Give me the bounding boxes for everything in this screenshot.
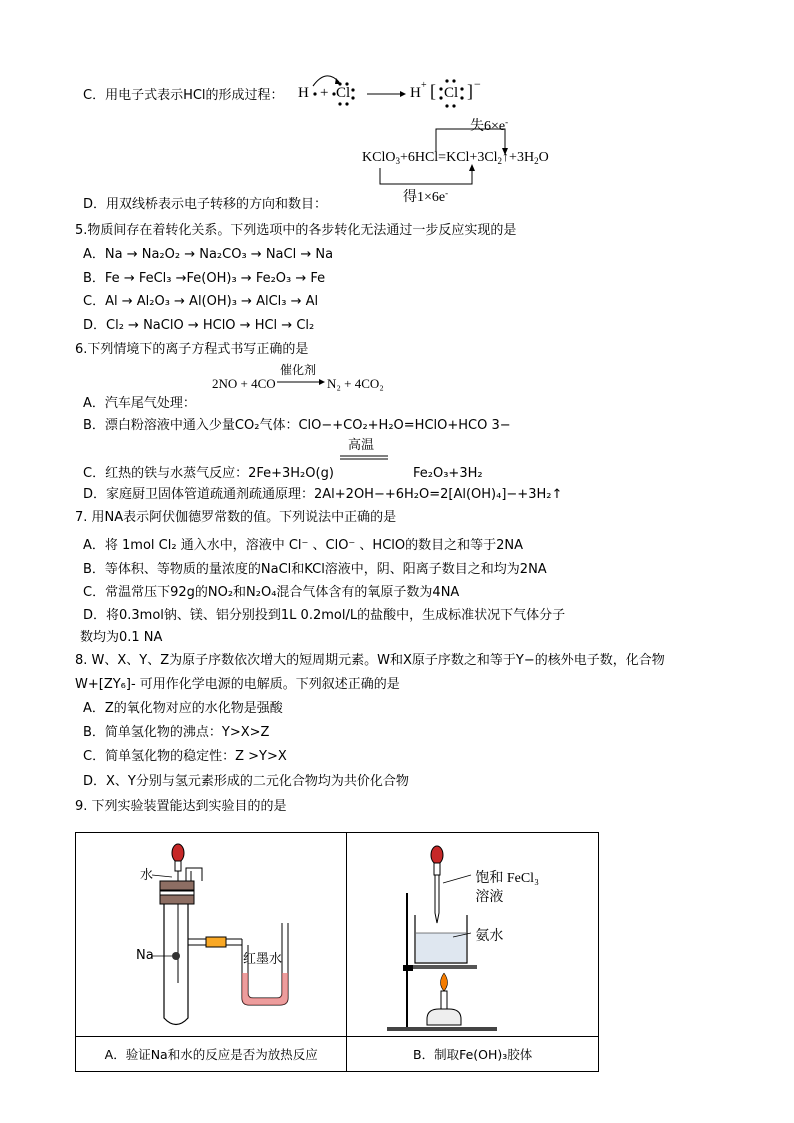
- exhaust-eq-left: 2NO + 4CO: [212, 376, 276, 391]
- q6-option-c-product: Fe₂O₃+3H₂: [413, 466, 483, 481]
- bracket-open: [: [430, 81, 436, 101]
- q7-option-d-line1: D．将0.3mol钠、镁、铝分别投到1L 0.2mol/L的盐酸中，生成标准状况下气体分子: [83, 608, 566, 623]
- q6-stem: 6.下列情境下的离子方程式书写正确的是: [75, 342, 309, 357]
- q5-option-a: A．Na → Na₂O₂ → Na₂CO₃ → NaCl → Na: [83, 247, 334, 262]
- q6-option-d: D．家庭厨卫固体管道疏通剂疏通原理：2Al+2OH−+6H₂O=2[Al(OH)₄]−+3H₂↑: [83, 487, 563, 502]
- label-sodium: Na: [136, 948, 154, 963]
- high-temp-label: 高温: [348, 438, 375, 453]
- q6-option-a: A．汽车尾气处理：: [83, 396, 196, 411]
- equals-sign: [340, 455, 388, 460]
- q9-stem: 9. 下列实验装置能达到实验目的的是: [75, 799, 287, 814]
- plus-sign: +: [320, 85, 329, 101]
- q8-option-a: A．Z的氧化物对应的水化物是强酸: [83, 701, 283, 716]
- apparatus-b-cell: [347, 833, 599, 1037]
- cl-ion: Cl: [444, 85, 459, 101]
- h-atom: H: [298, 85, 309, 101]
- label-red-ink: 红墨水: [243, 952, 283, 967]
- q4-option-d-label: D．用双线桥表示电子转移的方向和数目：: [83, 197, 328, 212]
- label-ammonia: 氨水: [475, 928, 504, 944]
- h-ion-charge: +: [421, 80, 427, 91]
- fe-oh3-apparatus: [347, 833, 599, 1037]
- hcl-electron-formula: [296, 70, 496, 110]
- electron-lost-label: 失6×e-: [470, 117, 509, 134]
- q5-stem: 5.物质间存在着转化关系。下列选项中的各步转化无法通过一步反应实现的是: [75, 223, 517, 238]
- cl-atom: Cl: [336, 85, 351, 101]
- exhaust-eq-right: N₂ + 4CO₂: [327, 376, 384, 391]
- q7-option-b: B．等体积、等物质的量浓度的NaCl和KCl溶液中，阴、阳离子数目之和均为2NA: [83, 562, 547, 577]
- q5-option-c: C．Al → Al₂O₃ → Al(OH)₃ → AlCl₃ → Al: [83, 294, 319, 309]
- q8-option-d: D．X、Y分别与氢元素形成的二元化合物均为共价化合物: [83, 774, 409, 789]
- q4-option-c-label: C．用电子式表示HCl的形成过程：: [83, 88, 284, 103]
- electron-gained-label: 得1×6e-: [403, 188, 449, 205]
- label-water: 水: [140, 868, 154, 883]
- caption-a: A．验证Na和水的反应是否为放热反应: [76, 1037, 347, 1072]
- q8-stem-line1: 8. W、X、Y、Z为原子序数依次增大的短周期元素。W和X原子序数之和等于Y−的核外电子数，化合物: [75, 653, 665, 668]
- q5-option-d: D．Cl₂ → NaClO → HClO → HCl → Cl₂: [83, 318, 315, 333]
- q8-option-c: C．简单氢化物的稳定性：Z >Y>X: [83, 749, 287, 764]
- caption-b: B．制取Fe(OH)₃胶体: [347, 1037, 599, 1072]
- catalyst-arrow: [277, 378, 325, 386]
- q6-option-b: B．漂白粉溶液中通入少量CO₂气体：ClO−+CO₂+H₂O=HClO+HCO 3−: [83, 418, 511, 433]
- q8-stem-line2: W+[ZY₆]- 可用作化学电源的电解质。下列叙述正确的是: [75, 677, 400, 692]
- bracket-close: ]: [467, 81, 473, 101]
- cl-ion-charge: −: [474, 77, 481, 91]
- q5-option-b: B．Fe → FeCl₃ →Fe(OH)₃ → Fe₂O₃ → Fe: [83, 271, 326, 286]
- q7-option-d-line2: 数均为0.1 NA: [80, 630, 163, 645]
- q8-option-b: B．简单氢化物的沸点：Y>X>Z: [83, 725, 270, 740]
- label-fecl3-line1: 饱和 FeCl₃: [475, 871, 539, 886]
- q7-option-c: C．常温常压下92g的NO₂和N₂O₄混合气体含有的氧原子数为4NA: [83, 585, 460, 600]
- h-ion: H: [410, 85, 421, 101]
- kclo3-equation: $KClO_3+6HCl=KCl+3Cl_2↑+3H_2O$: [362, 150, 549, 166]
- apparatus-a-cell: [76, 833, 347, 1037]
- catalyst-label: 催化剂: [280, 363, 317, 377]
- q7-option-a: A．将 1mol Cl₂ 通入水中，溶液中 Cl⁻ 、ClO⁻ 、HClO的数目之和等于2NA: [83, 538, 524, 553]
- na-water-apparatus: [76, 833, 348, 1037]
- q7-stem: 7. 用NA表示阿伏伽德罗常数的值。下列说法中正确的是: [75, 510, 397, 525]
- q6-option-c: C．红热的铁与水蒸气反应：2Fe+3H₂O(g): [83, 466, 334, 481]
- experiment-table: [75, 832, 599, 1072]
- label-fecl3-line2: 溶液: [475, 889, 504, 905]
